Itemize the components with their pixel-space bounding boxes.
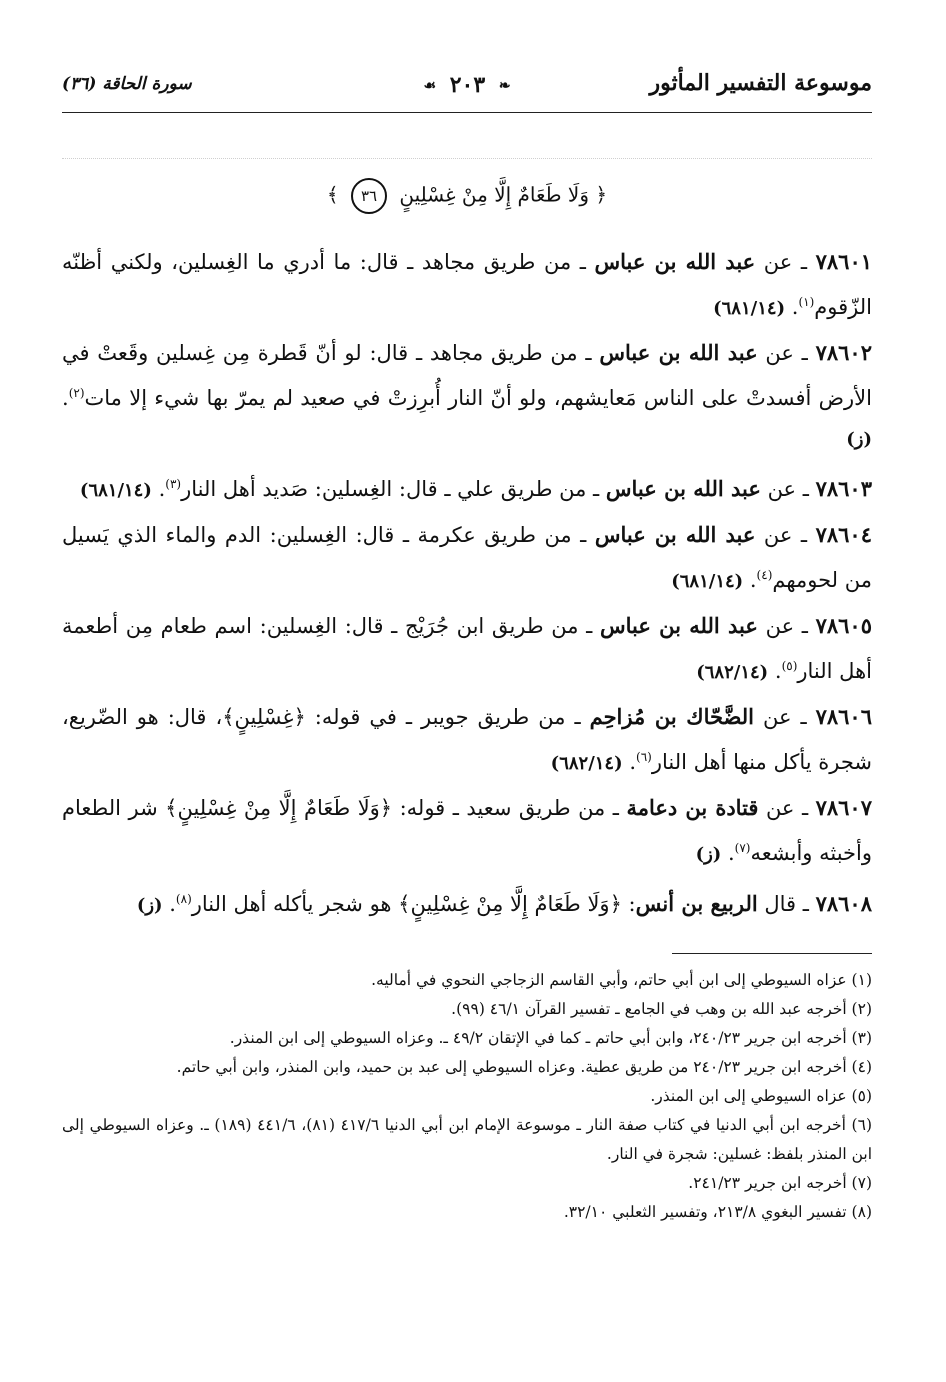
footnote: (٦) أخرجه ابن أبي الدنيا في كتاب صفة النار ـ موسوعة الإمام ابن أبي الدنيا ٤١٧/٦ (٨١)، ٤٤١/٦ (١٨٩) ـ. وعزاه السيوطي إلى ابن المنذر بلفظ: غسلين: شجرة في النار.: [62, 1116, 872, 1163]
narration-entry: [62, 464, 872, 511]
narrator-name: عبد الله بن عباس: [594, 522, 756, 547]
entry-number: ٧٨٦٠٦: [815, 704, 872, 729]
ornament-icon: ❧: [498, 78, 511, 94]
entry-number: ٧٨٦٠٢: [815, 340, 872, 365]
page-number-value: ٢٠٣: [449, 72, 486, 98]
footnote: (٤) أخرجه ابن جرير ٢٤٠/٢٣ من طريق عطية. وعزاه السيوطي إلى عبد بن حميد، وابن المنذر، وابن أبي حاتم.: [176, 1058, 872, 1076]
book-page: [62, 0, 872, 1382]
entry-text: .: [62, 386, 69, 410]
footnote: (٣) أخرجه ابن جرير ٢٤٠/٢٣، وابن أبي حاتم ـ كما في الإتقان ٤٩/٢ ـ. وعزاه السيوطي إلى ابن المنذر.: [229, 1029, 872, 1047]
narration-entry: [62, 606, 872, 693]
volume-reference: (٦٨١/١٤): [79, 480, 152, 501]
entry-number: ٧٨٦٠١: [815, 249, 873, 274]
footnote-marker: (٢): [68, 386, 85, 400]
entry-text: ـ عن: [760, 477, 816, 501]
entry-text: .: [721, 841, 735, 865]
entry-number: ٧٨٦٠٣: [815, 476, 872, 501]
entry-text: .: [162, 892, 176, 916]
narration-entry: [62, 879, 872, 926]
surah-label: سورة الحاقة (٣٦): [62, 74, 192, 94]
verse-banner: [62, 178, 872, 214]
narrator-name: عبد الله بن عباس: [605, 476, 761, 501]
footnote-marker: (٦): [636, 750, 652, 764]
footnote-marker: (٧): [734, 841, 751, 855]
footnote-marker: (٤): [756, 568, 773, 582]
narrator-name: عبد الله بن عباس: [599, 340, 758, 365]
footnote-marker: (٥): [781, 659, 798, 673]
entry-text: ـ عن: [757, 614, 816, 638]
entry-text: ـ من طريق مجاهد ـ قال: ما أدري ما الغِسلين، ولكني أظنّه الزّقوم: [62, 250, 872, 319]
footnote-marker: (١): [798, 295, 815, 309]
entry-text: ـ عن: [755, 523, 816, 547]
entry-text: : ﴿وَلَا طَعَامٌ إِلَّا مِنْ غِسْلِينٍ﴾ هو شجر يأكله أهل النار: [191, 892, 636, 916]
narration-list: [62, 242, 872, 930]
page-header: [62, 70, 872, 118]
entry-number: ٧٨٦٠٨: [815, 891, 872, 916]
entry-text: ـ من طريق علي ـ قال: الغِسلين: صَديد أهل النار: [181, 477, 606, 501]
decorative-divider: [62, 158, 872, 161]
entry-number: ٧٨٦٠٧: [815, 795, 872, 820]
entry-text: ـ عن: [758, 796, 816, 820]
volume-reference: (ز): [695, 844, 722, 865]
entry-text: ـ عن: [757, 341, 816, 365]
entry-text: ـ عن: [755, 250, 816, 274]
entry-text: .: [743, 568, 757, 592]
verse-text: وَلَا طَعَامٌ إِلَّا مِنْ غِسْلِينٍ: [399, 182, 589, 207]
entry-text: .: [785, 295, 799, 319]
footnote: (٨) تفسير البغوي ٢١٣/٨، وتفسير الثعلبي ٣٢/١٠.: [563, 1203, 872, 1221]
narration-entry: [62, 242, 872, 329]
entry-text: ـ عن: [753, 705, 816, 729]
entry-text: ـ من طريق ابن جُرَيْج ـ قال: الغِسلين: اسم طعام مِن أطعمة أهل النار: [62, 614, 872, 683]
volume-reference: (٦٨٢/١٤): [696, 662, 769, 683]
narrator-name: قتادة بن دعامة: [626, 795, 759, 820]
narration-entry: [62, 697, 872, 784]
footnote: (٢) أخرجه عبد الله بن وهب في الجامع ـ تفسير القرآن ٤٦/١ (٩٩).: [451, 1000, 872, 1018]
verse-open-bracket: ﴿: [595, 182, 608, 207]
narrator-name: الربيع بن أنس: [635, 891, 758, 916]
verse-number: ٣٦: [351, 178, 387, 214]
entry-text: ـ من طريق عكرمة ـ قال: الغِسلين: الدم والماء الذي يَسيل من لحومهم: [62, 523, 872, 592]
book-title: موسوعة التفسير المأثور: [649, 70, 872, 96]
footnote: (١) عزاه السيوطي إلى ابن أبي حاتم، وأبي القاسم الزجاجي النحوي في أماليه.: [371, 971, 872, 989]
footnote-divider: [672, 953, 872, 954]
entry-text: .: [622, 750, 636, 774]
narration-entry: [62, 515, 872, 602]
entry-text: .: [151, 477, 166, 501]
entry-text: .: [768, 659, 782, 683]
header-divider: [62, 112, 872, 113]
narration-entry: [62, 333, 872, 460]
volume-reference: (ز): [136, 895, 163, 916]
entry-text: ـ من طريق مجاهد ـ قال: لو أنّ قَطرة مِن غِسلين وقَعتْ في الأرض أفسدتْ على الناس مَعايشهم، ولو أنّ النار أُبرِزتْ في صعيد لم يمرّ بها شيء إلا مات: [62, 341, 872, 410]
footnote: (٥) عزاه السيوطي إلى ابن المنذر.: [650, 1087, 872, 1105]
narrator-name: عبد الله بن عباس: [594, 249, 756, 274]
entry-number: ٧٨٦٠٥: [815, 613, 872, 638]
entry-text: ـ من طريق سعيد ـ قوله: ﴿وَلَا طَعَامٌ إِلَّا مِنْ غِسْلِينٍ﴾ شر الطعام وأخبثه وأبشعه: [62, 796, 872, 865]
volume-reference: (٦٨١/١٤): [671, 571, 744, 592]
volume-reference: (٦٨١/١٤): [713, 298, 786, 319]
volume-reference: (٦٨٢/١٤): [550, 753, 623, 774]
footnote-list: [62, 966, 872, 1227]
volume-reference: (ز): [846, 429, 872, 450]
ornament-icon: ☙: [423, 78, 437, 94]
entry-text: ـ قال: [757, 892, 816, 916]
footnote: (٧) أخرجه ابن جرير ٢٤١/٢٣.: [688, 1174, 872, 1192]
entry-text: ـ من طريق جويبر ـ في قوله: ﴿غِسْلِينٍ﴾، قال: هو الضّريع، شجرة يأكل منها أهل النار: [62, 705, 872, 774]
verse-close-bracket: ﴾: [326, 182, 339, 207]
entry-number: ٧٨٦٠٤: [815, 522, 872, 547]
footnote-marker: (٣): [165, 477, 182, 491]
narrator-name: عبد الله بن عباس: [599, 613, 758, 638]
narrator-name: الضَّحّاك بن مُزاحِم: [589, 704, 754, 729]
footnote-marker: (٨): [175, 892, 192, 906]
narration-entry: [62, 788, 872, 875]
